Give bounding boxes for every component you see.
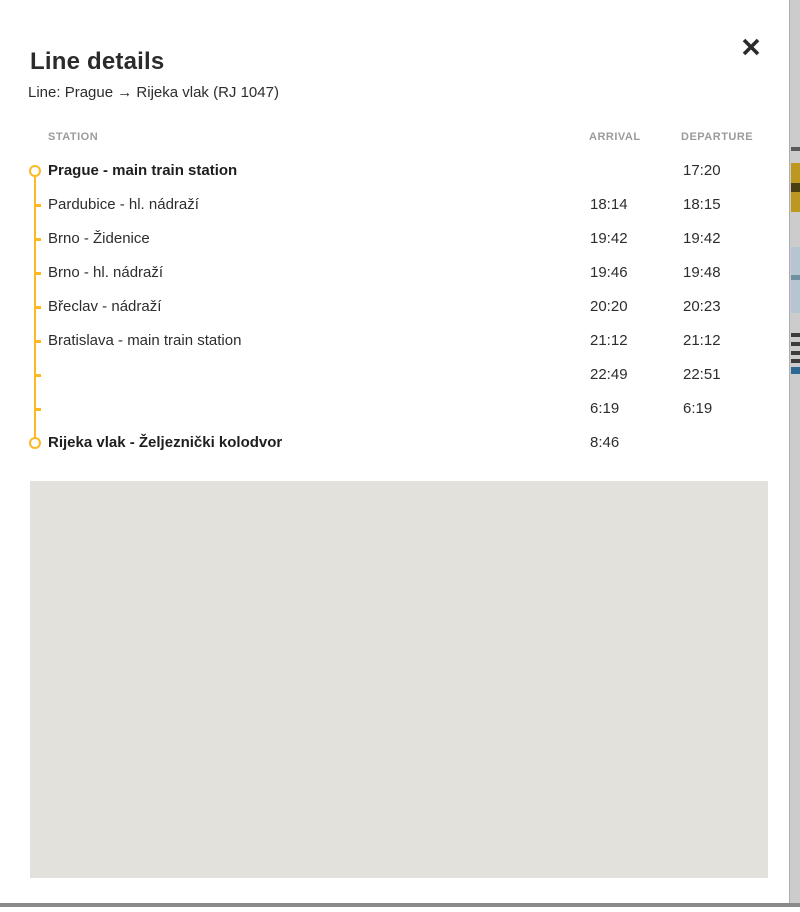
departure-time: 18:15 — [683, 196, 721, 213]
table-row — [0, 188, 789, 222]
station-name: Břeclav - nádraží — [48, 298, 162, 315]
route-stop-tick-icon — [34, 238, 41, 241]
arrival-time: 18:14 — [590, 196, 628, 213]
arrival-time: 19:46 — [590, 264, 628, 281]
background-button-text-sliver — [791, 183, 800, 192]
arrival-time: 19:42 — [590, 230, 628, 247]
arrival-time: 21:12 — [590, 332, 628, 349]
departure-time: 6:19 — [683, 400, 713, 417]
departure-time: 19:48 — [683, 264, 721, 281]
background-text-sliver — [791, 351, 800, 355]
background-link-sliver — [791, 367, 800, 374]
station-name: Prague - main train station — [48, 162, 238, 179]
table-header — [0, 131, 789, 149]
table-row — [0, 256, 789, 290]
departure-time: 20:23 — [683, 298, 721, 315]
table-row — [0, 324, 789, 358]
route-stop-tick-icon — [34, 408, 41, 411]
column-header-station: STATION — [48, 131, 99, 143]
table-row — [0, 222, 789, 256]
departure-time: 17:20 — [683, 162, 721, 179]
departure-time: 19:42 — [683, 230, 721, 247]
background-text-sliver — [791, 333, 800, 337]
departure-time: 22:51 — [683, 366, 721, 383]
arrival-time: 8:46 — [590, 434, 620, 451]
background-text-sliver — [791, 359, 800, 363]
column-header-departure: DEPARTURE — [681, 131, 754, 143]
route-stop-tick-icon — [34, 272, 41, 275]
table-row — [0, 426, 789, 460]
table-row — [0, 290, 789, 324]
table-row — [0, 358, 789, 392]
background-text-sliver — [791, 342, 800, 346]
background-panel-text-sliver — [791, 275, 800, 280]
background-page-strip — [789, 0, 800, 903]
arrival-time: 6:19 — [590, 400, 620, 417]
close-icon — [741, 37, 761, 57]
background-panel-sliver — [791, 247, 800, 313]
route-destination-circle-icon — [29, 437, 41, 449]
background-text-sliver — [791, 147, 800, 151]
window-bottom-edge — [0, 903, 800, 907]
line-summary: Line: Prague → Rijeka vlak (RJ 1047) — [28, 84, 279, 101]
station-name: Pardubice - hl. nádraží — [48, 196, 199, 213]
arrival-time: 22:49 — [590, 366, 628, 383]
route-stop-tick-icon — [34, 374, 41, 377]
route-stop-tick-icon — [34, 306, 41, 309]
arrival-time: 20:20 — [590, 298, 628, 315]
station-name: Brno - Židenice — [48, 230, 150, 247]
station-name: Bratislava - main train station — [48, 332, 242, 349]
stations-table — [0, 154, 789, 460]
station-name: Rijeka vlak - Željeznički kolodvor — [48, 434, 283, 451]
map-placeholder[interactable] — [30, 481, 768, 878]
page-title: Line details — [30, 48, 165, 76]
close-button[interactable] — [733, 29, 769, 65]
station-name: Brno - hl. nádraží — [48, 264, 164, 281]
table-row — [0, 154, 789, 188]
route-stop-tick-icon — [34, 204, 41, 207]
route-stop-tick-icon — [34, 340, 41, 343]
route-origin-circle-icon — [29, 165, 41, 177]
table-row — [0, 392, 789, 426]
column-header-arrival: ARRIVAL — [589, 131, 641, 143]
departure-time: 21:12 — [683, 332, 721, 349]
